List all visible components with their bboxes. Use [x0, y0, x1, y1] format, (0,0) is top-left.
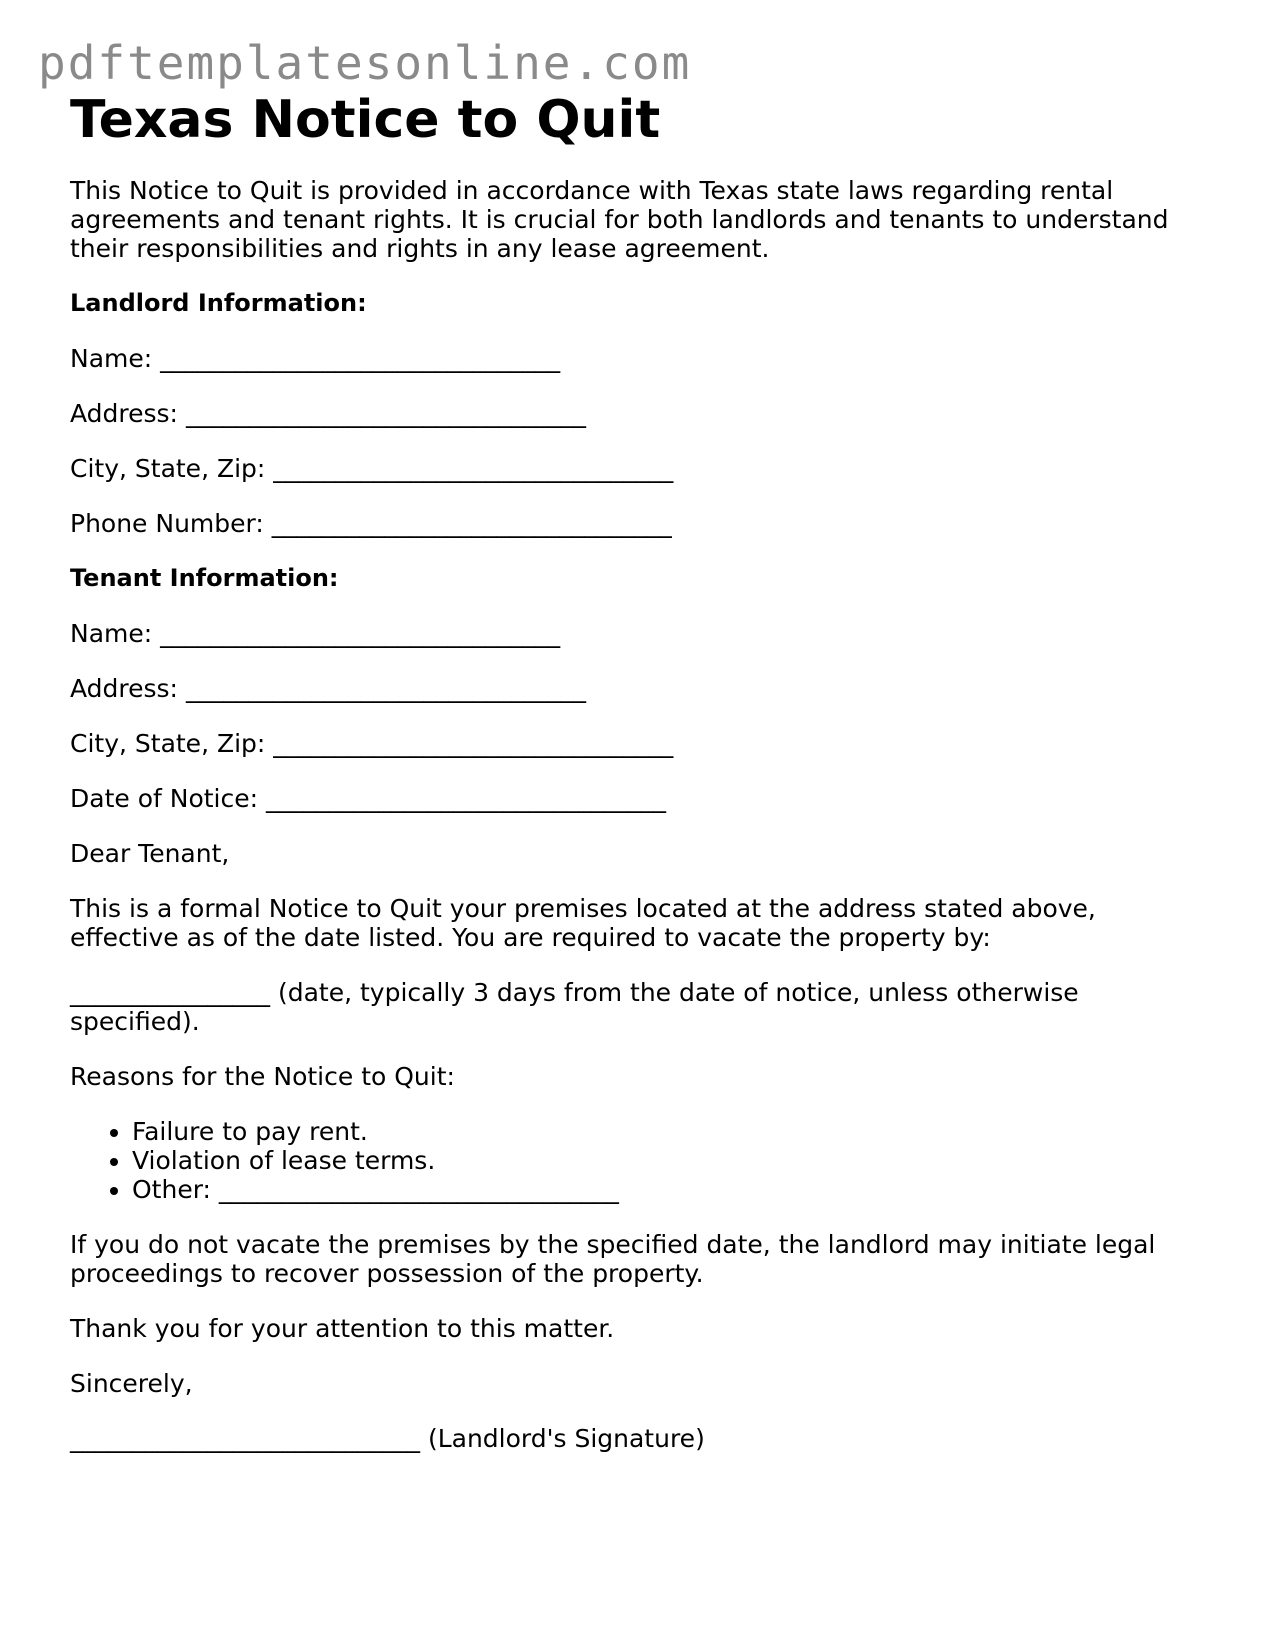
signature-label: (Landlord's Signature): [427, 1424, 705, 1453]
watermark: pdftemplatesonline.com: [38, 36, 692, 90]
page-title: Texas Notice to Quit: [70, 90, 661, 150]
vacate-date-blank[interactable]: ________________: [70, 978, 270, 1007]
list-item: [132, 1175, 1190, 1204]
landlord-name-field[interactable]: [70, 344, 1190, 373]
legal-paragraph: If you do not vacate the premises by the specified date, the landlord may initiate legal proceedings to recover possession of the property.: [70, 1230, 1156, 1288]
tenant-heading: Tenant Information:: [70, 564, 339, 592]
list-item: [132, 1146, 1190, 1175]
landlord-city-label: City, State, Zip:: [70, 454, 266, 483]
tenant-name-field[interactable]: [70, 619, 1190, 648]
reason-other-blank[interactable]: ________________________________: [218, 1175, 619, 1204]
tenant-city-field[interactable]: [70, 729, 1190, 758]
signature-line: [70, 1424, 1190, 1453]
thanks-line: Thank you for your attention to this matter.: [70, 1314, 615, 1343]
landlord-name-label: Name:: [70, 344, 153, 373]
landlord-phone-field[interactable]: [70, 509, 1190, 538]
tenant-city-blank[interactable]: ________________________________: [273, 729, 674, 758]
landlord-address-label: Address:: [70, 399, 178, 428]
tenant-address-label: Address:: [70, 674, 178, 703]
reason-other-label: Other:: [132, 1175, 211, 1204]
landlord-heading: Landlord Information:: [70, 289, 367, 317]
landlord-phone-blank[interactable]: ________________________________: [271, 509, 672, 538]
tenant-address-blank[interactable]: ________________________________: [185, 674, 586, 703]
vacate-date-line: [70, 978, 1190, 1036]
notice-date-label: Date of Notice:: [70, 784, 259, 813]
landlord-address-blank[interactable]: ________________________________: [185, 399, 586, 428]
tenant-city-label: City, State, Zip:: [70, 729, 266, 758]
reasons-list: [70, 1117, 1190, 1204]
tenant-name-blank[interactable]: ________________________________: [160, 619, 561, 648]
landlord-city-field[interactable]: [70, 454, 1190, 483]
intro-paragraph: This Notice to Quit is provided in accordance with Texas state laws regarding rental agreements and tenant rights. It is crucial for both landlords and tenants to understand their responsibilities and rights in any lease agreement.: [70, 176, 1169, 263]
landlord-name-blank[interactable]: ________________________________: [160, 344, 561, 373]
reasons-heading: Reasons for the Notice to Quit:: [70, 1062, 455, 1091]
landlord-city-blank[interactable]: ________________________________: [273, 454, 674, 483]
document-body: [70, 84, 1190, 1453]
closing-line: Sincerely,: [70, 1369, 193, 1398]
tenant-name-label: Name:: [70, 619, 153, 648]
reason-failure-to-pay: Failure to pay rent.: [132, 1117, 368, 1146]
salutation: Dear Tenant,: [70, 839, 230, 868]
notice-date-blank[interactable]: ________________________________: [266, 784, 666, 813]
vacate-date-text: (date, typically 3 days from the date of notice, unless otherwise specified).: [70, 978, 1079, 1036]
landlord-phone-label: Phone Number:: [70, 509, 264, 538]
signature-blank[interactable]: ____________________________: [70, 1424, 420, 1453]
notice-date-field[interactable]: [70, 784, 1190, 813]
list-item: [132, 1117, 1190, 1146]
landlord-address-field[interactable]: [70, 399, 1190, 428]
tenant-address-field[interactable]: [70, 674, 1190, 703]
notice-paragraph: This is a formal Notice to Quit your premises located at the address stated above, effective as of the date listed. You are required to vacate the property by:: [70, 894, 1096, 952]
reason-lease-violation: Violation of lease terms.: [132, 1146, 436, 1175]
